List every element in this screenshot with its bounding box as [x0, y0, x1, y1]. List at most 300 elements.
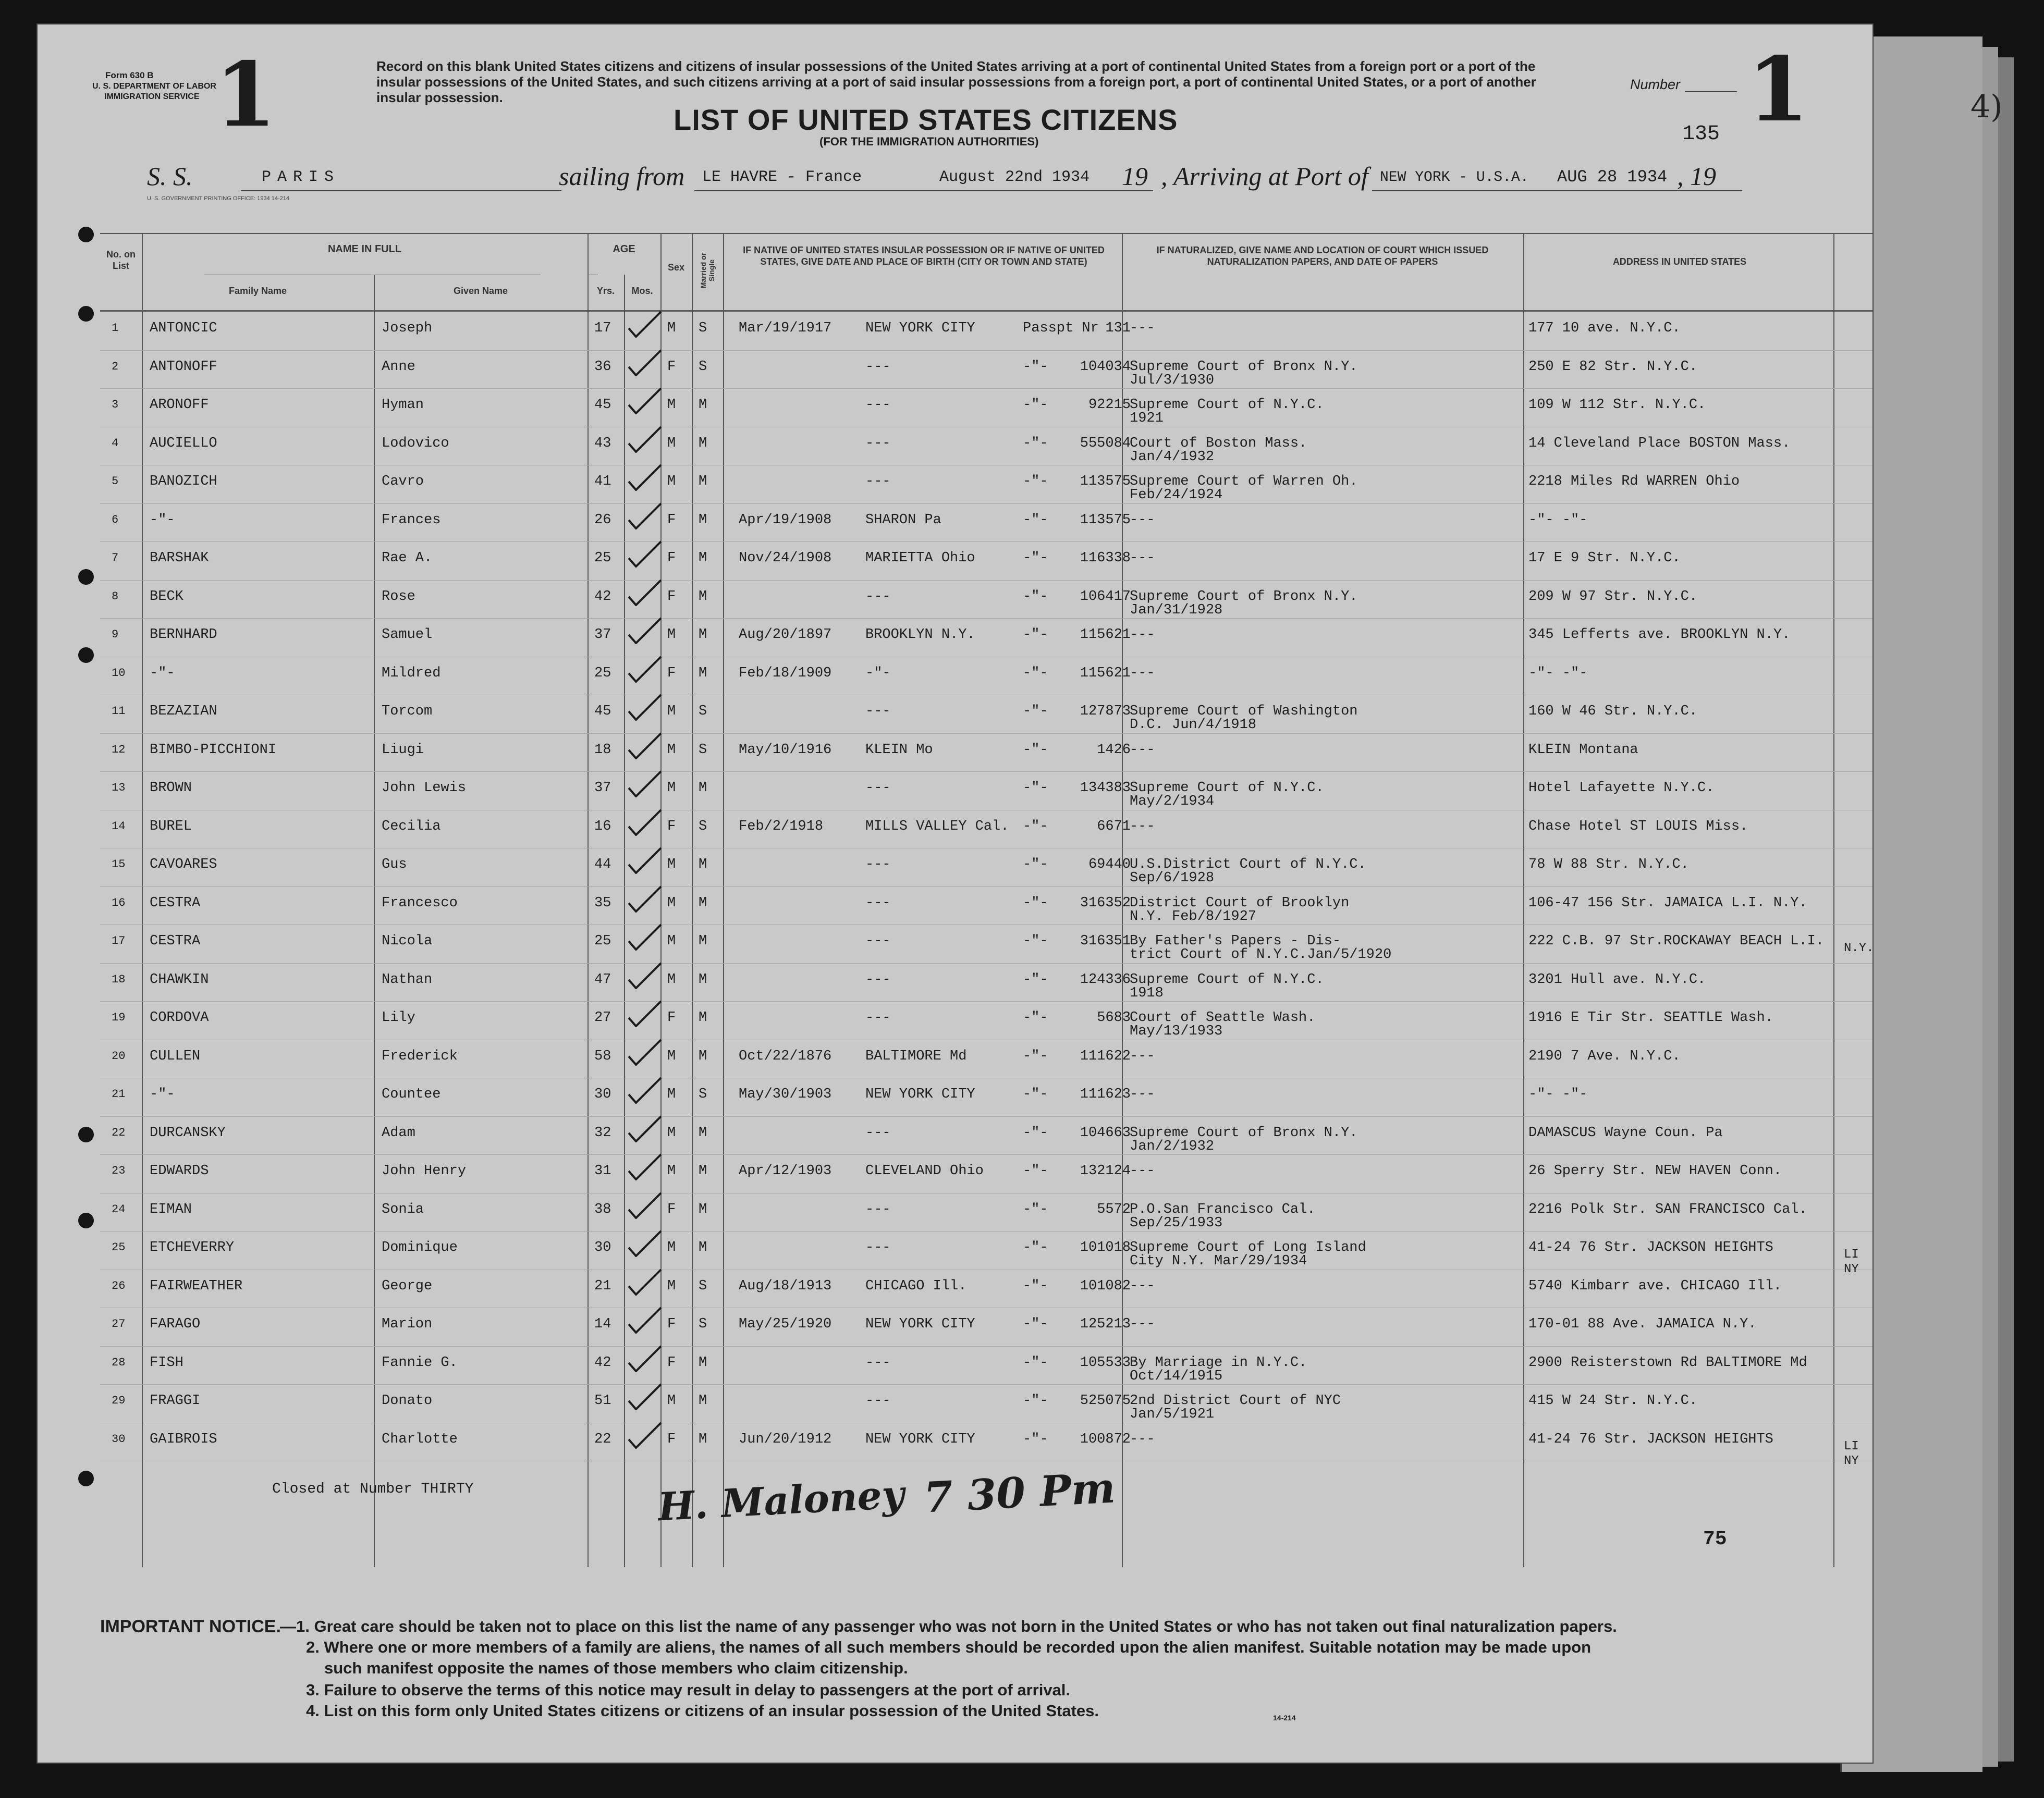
- sex: F: [667, 1010, 676, 1026]
- naturalization-date: Oct/14/1915: [1130, 1368, 1223, 1384]
- sex: M: [667, 1240, 676, 1255]
- birth-place: MILLS VALLEY Cal.: [865, 818, 1009, 834]
- given-name: Nicola: [382, 933, 433, 949]
- notice-heading: IMPORTANT NOTICE.: [100, 1617, 281, 1636]
- notice-item-2-cont: such manifest opposite the names of those members who claim citizenship.: [324, 1659, 908, 1677]
- birth-date: Apr/12/1903: [739, 1163, 832, 1179]
- birth-place: BROOKLYN N.Y.: [865, 627, 975, 643]
- us-address: 170-01 88 Ave. JAMAICA N.Y.: [1528, 1316, 1757, 1332]
- row-rule: [100, 388, 1872, 389]
- naturalization-court: 2nd District Court of NYC: [1130, 1393, 1341, 1409]
- naturalization-date: Jan/31/1928: [1130, 602, 1223, 618]
- sailing-label: sailing from: [559, 162, 685, 191]
- age-years: 30: [594, 1087, 611, 1102]
- us-address: 109 W 112 Str. N.Y.C.: [1528, 397, 1706, 413]
- family-name: FISH: [150, 1354, 183, 1371]
- row-number: 18: [112, 972, 126, 986]
- family-name: BARSHAK: [150, 550, 209, 566]
- marital-status: M: [699, 1048, 707, 1064]
- age-years: 32: [594, 1125, 611, 1141]
- sex: M: [667, 397, 676, 413]
- department-name: U. S. DEPARTMENT OF LABOR: [92, 82, 216, 91]
- row-number: 11: [112, 705, 126, 718]
- given-name: Cecilia: [382, 818, 441, 834]
- inspector-check-mark: [627, 1039, 663, 1066]
- given-name: Frances: [382, 512, 441, 528]
- marital-status: S: [699, 359, 707, 375]
- sex: F: [667, 550, 676, 566]
- form-subtitle: (FOR THE IMMIGRATION AUTHORITIES): [819, 135, 1039, 148]
- marital-status: M: [699, 780, 707, 796]
- birth-place: ---: [865, 397, 891, 413]
- birth-place: ---: [865, 1354, 891, 1371]
- sex: M: [667, 742, 676, 758]
- passport-number: 105533: [1080, 1354, 1131, 1371]
- passport-label: -"-: [1023, 780, 1048, 796]
- birth-place: ---: [865, 1010, 891, 1026]
- row-number: 2: [112, 360, 119, 373]
- row-rule: [100, 503, 1872, 504]
- row-number: 7: [112, 551, 119, 564]
- passport-label: -"-: [1023, 588, 1048, 605]
- inspector-check-mark: [627, 1000, 663, 1027]
- row-rule: [100, 541, 1872, 542]
- inspector-check-mark: [627, 502, 663, 529]
- row-number: 23: [112, 1164, 126, 1177]
- row-rule: [100, 886, 1872, 887]
- arrival-port: NEW YORK - U.S.A.: [1380, 169, 1529, 186]
- inspector-check-mark: [627, 962, 663, 989]
- given-name: Samuel: [382, 627, 433, 643]
- passport-label: -"-: [1023, 1125, 1048, 1141]
- notice-item-3: 3. Failure to observe the terms of this notice may result in delay to passengers at the port of arrival.: [306, 1681, 1071, 1699]
- inspector-check-mark: [627, 311, 663, 338]
- given-name: Rae A.: [382, 550, 433, 566]
- age-years: 42: [594, 588, 611, 605]
- passenger-table: [100, 233, 1872, 1567]
- age-years: 30: [594, 1240, 611, 1255]
- marital-status: M: [699, 1240, 707, 1255]
- passport-label: -"-: [1023, 857, 1048, 872]
- family-name: -"-: [150, 665, 175, 681]
- row-number: 25: [112, 1241, 126, 1254]
- passport-label: -"-: [1023, 933, 1048, 949]
- naturalization-court: ---: [1130, 1278, 1155, 1294]
- us-address: 17 E 9 Str. N.Y.C.: [1528, 550, 1681, 566]
- birth-place: ---: [865, 1393, 891, 1409]
- stamp-number: 135: [1682, 122, 1720, 146]
- age-years: 22: [594, 1431, 611, 1447]
- header-married-single: Married or Single: [699, 252, 716, 289]
- notice-form-code: 14-214: [1273, 1714, 1296, 1722]
- sex: M: [667, 895, 676, 911]
- naturalization-court: District Court of Brooklyn: [1130, 895, 1350, 911]
- row-number: 24: [112, 1202, 126, 1216]
- passport-label: -"-: [1023, 895, 1048, 911]
- col-rule: [624, 275, 625, 1567]
- age-years: 37: [594, 780, 611, 796]
- form-number: Form 630 B: [105, 70, 154, 80]
- passport-number: 113575: [1080, 512, 1131, 528]
- inspector-check-mark: [627, 1077, 663, 1104]
- birth-date: May/30/1903: [739, 1087, 832, 1102]
- closing-time: 7 30 Pm: [922, 1463, 1117, 1522]
- sex: M: [667, 321, 676, 336]
- inspector-check-mark: [627, 1153, 663, 1180]
- inspector-check-mark: [627, 540, 663, 568]
- inspector-check-mark: [627, 387, 663, 414]
- header-address: ADDRESS IN UNITED STATES: [1612, 256, 1747, 267]
- us-address: 5740 Kimbarr ave. CHICAGO Ill.: [1528, 1278, 1782, 1294]
- arrival-underline: [1372, 190, 1742, 191]
- header-given-name: Given Name: [453, 286, 508, 296]
- form-title: LIST OF UNITED STATES CITIZENS: [674, 103, 1178, 136]
- row-rule: [100, 618, 1872, 619]
- birth-date: Feb/18/1909: [739, 665, 832, 681]
- marital-status: S: [699, 1087, 707, 1102]
- row-number: 13: [112, 781, 126, 794]
- naturalization-court: Supreme Court of Long Island: [1130, 1240, 1366, 1255]
- family-name: CESTRA: [150, 933, 201, 949]
- birth-place: ---: [865, 971, 891, 988]
- header-age: AGE: [613, 243, 635, 255]
- birth-place: ---: [865, 588, 891, 605]
- passport-number: 115621: [1080, 665, 1131, 681]
- row-rule: [100, 1346, 1872, 1347]
- passport-label: -"-: [1023, 1278, 1048, 1294]
- inspector-check-mark: [627, 1115, 663, 1142]
- naturalization-court: ---: [1130, 1316, 1155, 1332]
- row-number: 9: [112, 628, 119, 641]
- row-number: 5: [112, 475, 119, 488]
- given-name: Lodovico: [382, 435, 449, 451]
- us-address: 1916 E Tir Str. SEATTLE Wash.: [1528, 1010, 1773, 1026]
- naturalization-court: By Father's Papers - Dis-: [1130, 933, 1341, 949]
- given-name: Dominique: [382, 1240, 458, 1255]
- family-name: -"-: [150, 512, 175, 528]
- passport-number: 132124: [1080, 1163, 1131, 1179]
- header-name-in-full: NAME IN FULL: [327, 243, 402, 255]
- col-rule: [1523, 233, 1524, 1567]
- family-name: CORDOVA: [150, 1010, 209, 1026]
- passport-number: 101082: [1080, 1278, 1131, 1294]
- row-rule: [100, 1154, 1872, 1155]
- row-number: 19: [112, 1011, 126, 1024]
- punch-hole: [78, 1127, 94, 1142]
- passport-label: -"-: [1023, 435, 1048, 451]
- birth-date: Aug/20/1897: [739, 627, 832, 643]
- passport-label: -"-: [1023, 1163, 1048, 1179]
- col-rule: [588, 233, 589, 1567]
- given-name: Liugi: [382, 742, 424, 758]
- us-address: Hotel Lafayette N.Y.C.: [1528, 780, 1715, 796]
- inspector-check-mark: [627, 1383, 663, 1410]
- year-prefix-2: , 19: [1677, 162, 1716, 191]
- header-number: No. on List: [106, 249, 136, 271]
- header-sex: Sex: [667, 262, 685, 273]
- naturalization-date: Jul/3/1930: [1130, 372, 1215, 388]
- family-name: BERNHARD: [150, 627, 217, 643]
- birth-place: ---: [865, 1125, 891, 1141]
- given-name: Joseph: [382, 321, 433, 336]
- sex: M: [667, 971, 676, 988]
- naturalization-date: May/2/1934: [1130, 794, 1215, 809]
- naturalization-court: Supreme Court of Bronx N.Y.: [1130, 588, 1358, 605]
- family-name: FARAGO: [150, 1316, 201, 1332]
- age-years: 38: [594, 1201, 611, 1217]
- birth-place: KLEIN Mo: [865, 742, 933, 758]
- passport-label: -"-: [1023, 818, 1048, 834]
- row-number: 27: [112, 1317, 126, 1331]
- birth-date: Nov/24/1908: [739, 550, 832, 566]
- marital-status: S: [699, 818, 707, 834]
- row-number: 20: [112, 1049, 126, 1063]
- us-address-state: LI NY: [1844, 1439, 1859, 1468]
- birth-date: Aug/18/1913: [739, 1278, 832, 1294]
- given-name: Nathan: [382, 971, 433, 988]
- marital-status: M: [699, 474, 707, 489]
- col-rule: [1833, 233, 1834, 1567]
- col-rule: [723, 233, 724, 1567]
- family-name: BROWN: [150, 780, 192, 796]
- birth-date: Apr/19/1908: [739, 512, 832, 528]
- family-name: CULLEN: [150, 1048, 201, 1064]
- notice-item-1: —1. Great care should be taken not to place on this list the name of any passenger who was not born in the United States or who has not taken out final naturalization papers.: [280, 1617, 1617, 1635]
- inspector-check-mark: [627, 579, 663, 606]
- given-name: Adam: [382, 1125, 415, 1141]
- sailing-underline: [694, 190, 1153, 191]
- marital-status: M: [699, 588, 707, 605]
- age-years: 25: [594, 550, 611, 566]
- passport-label: -"-: [1023, 1087, 1048, 1102]
- family-name: BEZAZIAN: [150, 704, 217, 719]
- marital-status: M: [699, 933, 707, 949]
- given-name: Francesco: [382, 895, 458, 911]
- age-years: 45: [594, 704, 611, 719]
- given-name: George: [382, 1278, 433, 1294]
- row-number: 30: [112, 1432, 126, 1446]
- passport-number: 124336: [1080, 971, 1131, 988]
- age-years: 51: [594, 1393, 611, 1409]
- naturalization-court: ---: [1130, 818, 1155, 834]
- row-number: 28: [112, 1356, 126, 1369]
- age-years: 43: [594, 435, 611, 451]
- family-name: CESTRA: [150, 895, 201, 911]
- us-address: 2190 7 Ave. N.Y.C.: [1528, 1048, 1681, 1064]
- us-address: -"- -"-: [1528, 1087, 1588, 1102]
- family-name: AUCIELLO: [150, 435, 217, 451]
- sailing-date: August 22nd 1934: [939, 168, 1090, 186]
- marital-status: S: [699, 704, 707, 719]
- naturalization-court: Court of Seattle Wash.: [1130, 1010, 1316, 1026]
- marital-status: S: [699, 1316, 707, 1332]
- punch-hole: [78, 227, 94, 242]
- age-years: 47: [594, 971, 611, 988]
- us-address: 345 Lefferts ave. BROOKLYN N.Y.: [1528, 627, 1791, 643]
- marital-status: M: [699, 1393, 707, 1409]
- passport-label: -"-: [1023, 1354, 1048, 1371]
- birth-place: BALTIMORE Md: [865, 1048, 967, 1064]
- row-number: 12: [112, 743, 126, 756]
- printing-office-note: U. S. GOVERNMENT PRINTING OFFICE: 1934 14-214: [147, 195, 290, 202]
- family-name: -"-: [150, 1087, 175, 1102]
- birth-place: NEW YORK CITY: [865, 1087, 975, 1102]
- naturalization-court: Court of Boston Mass.: [1130, 435, 1307, 451]
- inspector-check-mark: [627, 656, 663, 683]
- birth-place: ---: [865, 895, 891, 911]
- arrival-date-stamp: AUG 28 1934: [1557, 167, 1668, 187]
- family-name: GAIBROIS: [150, 1431, 217, 1447]
- family-name: BUREL: [150, 818, 192, 834]
- passport-number: 134383: [1080, 780, 1131, 796]
- sex: M: [667, 1393, 676, 1409]
- inspector-check-mark: [627, 617, 663, 644]
- family-name: EDWARDS: [150, 1163, 209, 1179]
- family-name: ETCHEVERRY: [150, 1240, 235, 1255]
- given-name: Gus: [382, 857, 407, 872]
- inspector-check-mark: [627, 1230, 663, 1257]
- age-years: 35: [594, 895, 611, 911]
- birth-place: ---: [865, 857, 891, 872]
- naturalization-court: ---: [1130, 321, 1155, 336]
- passport-label: -"-: [1023, 1393, 1048, 1409]
- family-name: DURCANSKY: [150, 1125, 226, 1141]
- family-name: ARONOFF: [150, 397, 209, 413]
- row-rule: [100, 1001, 1872, 1002]
- sex: M: [667, 1278, 676, 1294]
- naturalization-date: Sep/6/1928: [1130, 870, 1215, 886]
- passport-label: Passpt Nr: [1023, 321, 1099, 336]
- punch-hole: [78, 647, 94, 663]
- naturalization-date: Sep/25/1933: [1130, 1215, 1223, 1231]
- naturalization-date: City N.Y. Mar/29/1934: [1130, 1253, 1307, 1269]
- row-number: 22: [112, 1126, 126, 1139]
- us-address: 14 Cleveland Place BOSTON Mass.: [1528, 435, 1791, 451]
- row-number: 6: [112, 513, 119, 526]
- row-number: 3: [112, 398, 119, 411]
- naturalization-court: U.S.District Court of N.Y.C.: [1130, 857, 1366, 872]
- sex: F: [667, 359, 676, 375]
- inspector-check-mark: [627, 847, 663, 874]
- inspector-check-mark: [627, 923, 663, 951]
- header-birth-info: IF NATIVE OF UNITED STATES INSULAR POSSESSION OR IF NATIVE OF UNITED STATES, GIVE DATE AND PLACE OF BIRTH (CITY OR TOWN AND STATE): [743, 245, 1105, 267]
- row-number: 15: [112, 858, 126, 871]
- sex: F: [667, 588, 676, 605]
- passport-number: 100872: [1080, 1431, 1131, 1447]
- age-years: 16: [594, 818, 611, 834]
- manifest-sheet: [36, 23, 1874, 1764]
- inspector-signature: H. Maloney: [657, 1472, 905, 1530]
- us-address: -"- -"-: [1528, 665, 1588, 681]
- passport-number: 316352: [1080, 895, 1131, 911]
- departure-port: LE HAVRE - France: [702, 168, 862, 186]
- punch-hole: [78, 1213, 94, 1228]
- sex: F: [667, 665, 676, 681]
- row-number: 17: [112, 934, 126, 947]
- inspector-check-mark: [627, 694, 663, 721]
- passport-label: -"-: [1023, 1201, 1048, 1217]
- passport-label: -"-: [1023, 550, 1048, 566]
- naturalization-court: Supreme Court of N.Y.C.: [1130, 397, 1324, 413]
- passport-number: 111622: [1080, 1048, 1131, 1064]
- marital-status: M: [699, 1201, 707, 1217]
- us-address: 222 C.B. 97 Str.ROCKAWAY BEACH L.I.: [1528, 933, 1825, 949]
- side-pencil-mark: 4): [1970, 89, 2003, 125]
- birth-place: ---: [865, 780, 891, 796]
- birth-place: ---: [865, 474, 891, 489]
- us-address: 415 W 24 Str. N.Y.C.: [1528, 1393, 1698, 1409]
- us-address: 3201 Hull ave. N.Y.C.: [1528, 971, 1706, 988]
- age-years: 26: [594, 512, 611, 528]
- us-address: 2216 Polk Str. SAN FRANCISCO Cal.: [1528, 1201, 1807, 1217]
- row-number: 8: [112, 589, 119, 603]
- birth-date: Feb/2/1918: [739, 818, 824, 834]
- passport-number: 316351: [1080, 933, 1131, 949]
- arriving-label: , Arriving at Port of: [1161, 162, 1368, 191]
- birth-place: ---: [865, 1201, 891, 1217]
- age-years: 25: [594, 665, 611, 681]
- given-name: Lily: [382, 1010, 415, 1026]
- naturalization-date: 1921: [1130, 411, 1164, 426]
- given-name: Sonia: [382, 1201, 424, 1217]
- naturalization-court: Supreme Court of N.Y.C.: [1130, 780, 1324, 796]
- ss-label: S. S.: [147, 162, 193, 191]
- passport-number: 555084: [1080, 435, 1131, 451]
- sex: F: [667, 512, 676, 528]
- given-name: Marion: [382, 1316, 433, 1332]
- given-name: Fannie G.: [382, 1354, 458, 1371]
- us-address: 209 W 97 Str. N.Y.C.: [1528, 588, 1698, 605]
- birth-date: May/25/1920: [739, 1316, 832, 1332]
- sex: F: [667, 1316, 676, 1332]
- inspector-check-mark: [627, 732, 663, 759]
- header-years: Yrs.: [596, 286, 615, 296]
- birth-place: CHICAGO Ill.: [865, 1278, 967, 1294]
- passport-number: 131: [1105, 321, 1131, 336]
- us-address: 41-24 76 Str. JACKSON HEIGHTS: [1528, 1431, 1773, 1447]
- naturalization-date: Jan/2/1932: [1130, 1138, 1215, 1154]
- birth-date: Oct/22/1876: [739, 1048, 832, 1064]
- passport-number: 5572: [1097, 1201, 1131, 1217]
- birth-date: Mar/19/1917: [739, 321, 832, 336]
- number-value: 1: [1747, 38, 1809, 142]
- row-rule: [100, 350, 1872, 351]
- passport-number: 5683: [1097, 1010, 1131, 1026]
- given-name: John Lewis: [382, 780, 467, 796]
- inspector-check-mark: [627, 1192, 663, 1219]
- inspector-check-mark: [627, 1345, 663, 1372]
- punch-hole: [78, 569, 94, 585]
- us-address: DAMASCUS Wayne Coun. Pa: [1528, 1125, 1723, 1141]
- naturalization-date: Jan/4/1932: [1130, 449, 1215, 465]
- row-rule: [100, 963, 1872, 964]
- row-rule: [100, 1384, 1872, 1385]
- naturalization-court: ---: [1130, 1087, 1155, 1102]
- passport-label: -"-: [1023, 971, 1048, 988]
- row-number: 16: [112, 896, 126, 909]
- sex: M: [667, 474, 676, 489]
- passport-number: 125213: [1080, 1316, 1131, 1332]
- marital-status: M: [699, 1354, 707, 1371]
- naturalization-date: Jan/5/1921: [1130, 1407, 1215, 1422]
- family-name: CHAWKIN: [150, 971, 209, 988]
- sex: M: [667, 704, 676, 719]
- col-rule: [692, 233, 693, 1567]
- naturalization-date: D.C. Jun/4/1918: [1130, 717, 1257, 733]
- us-address: 2218 Miles Rd WARREN Ohio: [1528, 474, 1740, 489]
- given-name: Charlotte: [382, 1431, 458, 1447]
- birth-date: Jun/20/1912: [739, 1431, 832, 1447]
